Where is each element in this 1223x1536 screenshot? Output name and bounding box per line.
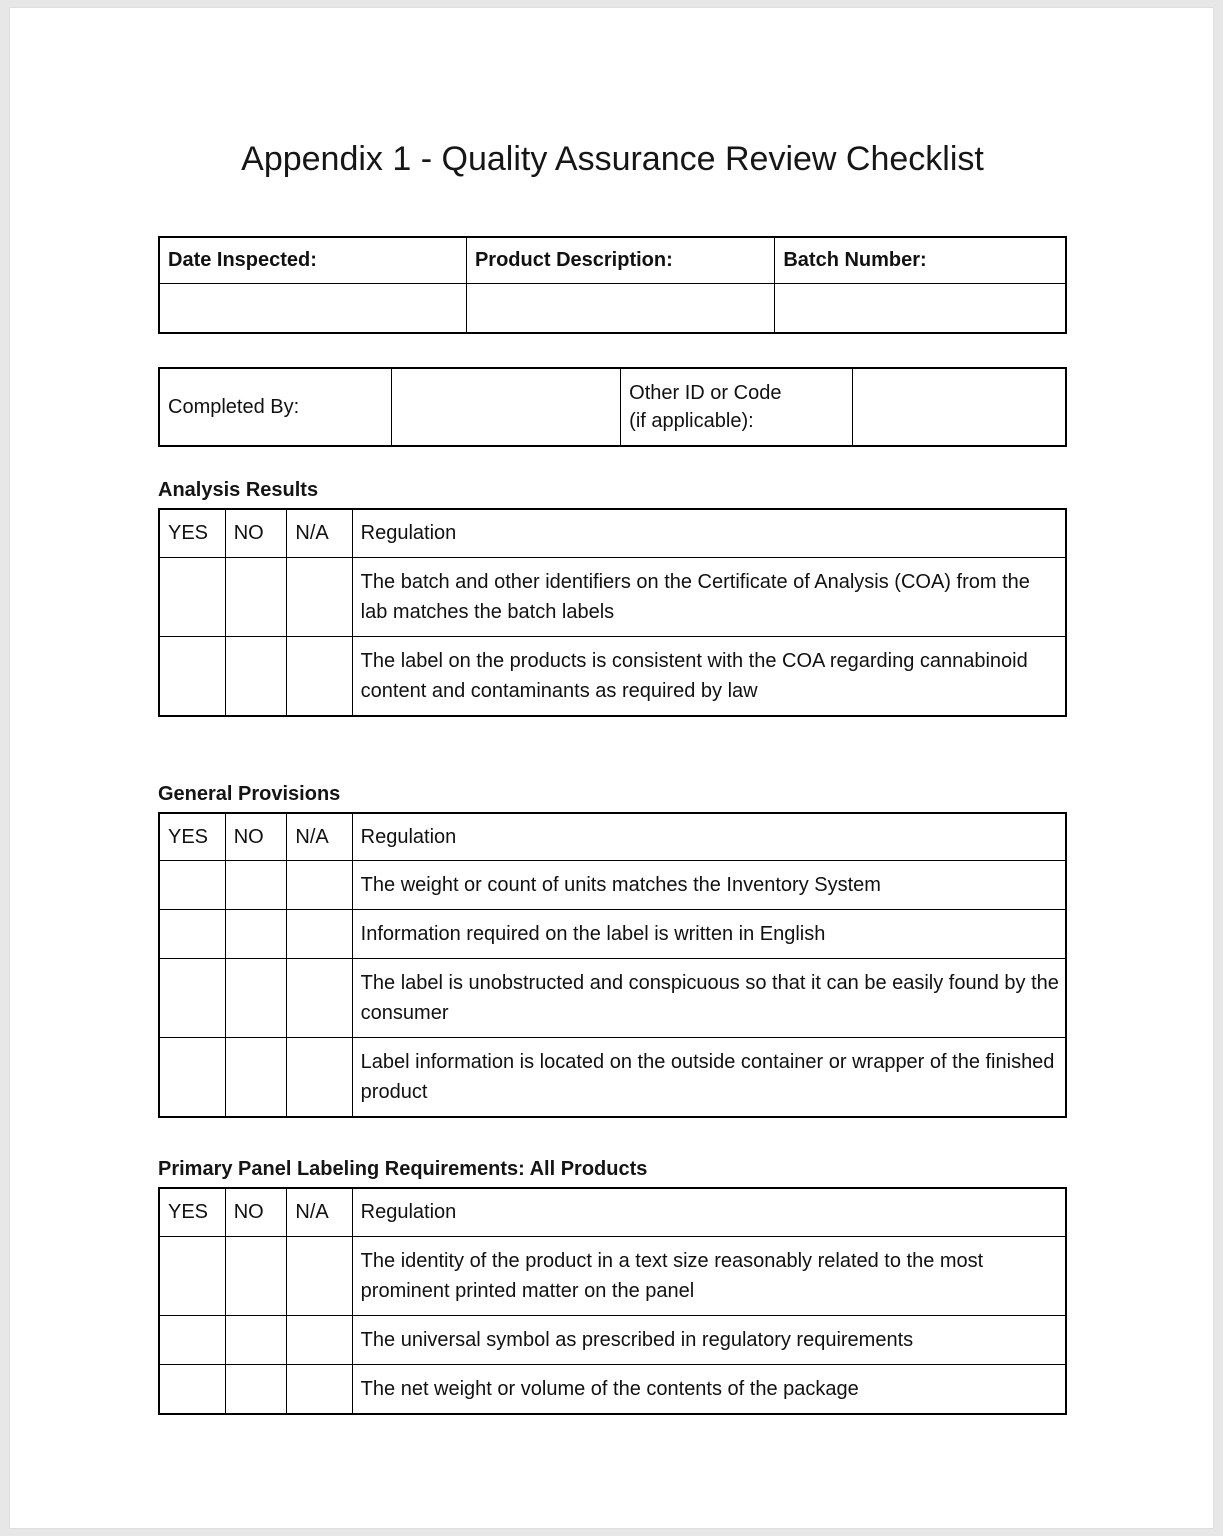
product-description-field[interactable] bbox=[466, 283, 774, 333]
date-inspected-field[interactable] bbox=[159, 283, 466, 333]
completed-by-table bbox=[158, 367, 1067, 447]
table-row bbox=[159, 1038, 1066, 1118]
table-row bbox=[159, 910, 1066, 959]
na-checkbox-cell[interactable] bbox=[287, 1038, 352, 1118]
na-checkbox-cell[interactable] bbox=[287, 959, 352, 1038]
no-checkbox-cell[interactable] bbox=[225, 636, 287, 716]
regulation-text: The label is unobstructed and conspicuous so that it can be easily found by the consumer bbox=[352, 959, 1066, 1038]
document-title: Appendix 1 - Quality Assurance Review Checklist bbox=[241, 140, 984, 178]
no-checkbox-cell[interactable] bbox=[225, 557, 287, 636]
document-content bbox=[10, 136, 1213, 1415]
completed-by-row bbox=[159, 368, 1066, 446]
column-header-na: N/A bbox=[287, 1188, 352, 1236]
other-id-label bbox=[621, 368, 853, 446]
primary-panel-labeling-table bbox=[158, 1187, 1067, 1415]
column-header-row bbox=[159, 813, 1066, 861]
no-checkbox-cell[interactable] bbox=[225, 1236, 287, 1315]
column-header-yes: YES bbox=[159, 509, 225, 557]
completed-by-field[interactable] bbox=[391, 368, 620, 446]
batch-number-field[interactable] bbox=[775, 283, 1066, 333]
regulation-text: The weight or count of units matches the Inventory System bbox=[352, 861, 1066, 910]
table-row bbox=[159, 1236, 1066, 1315]
general-provisions-table bbox=[158, 812, 1067, 1119]
na-checkbox-cell[interactable] bbox=[287, 1315, 352, 1364]
no-checkbox-cell[interactable] bbox=[225, 861, 287, 910]
regulation-text: The batch and other identifiers on the Certificate of Analysis (COA) from the lab matches the batch labels bbox=[352, 557, 1066, 636]
yes-checkbox-cell[interactable] bbox=[159, 1038, 225, 1118]
column-header-yes: YES bbox=[159, 1188, 225, 1236]
yes-checkbox-cell[interactable] bbox=[159, 959, 225, 1038]
no-checkbox-cell[interactable] bbox=[225, 1364, 287, 1414]
no-checkbox-cell[interactable] bbox=[225, 910, 287, 959]
regulation-text: Information required on the label is written in English bbox=[352, 910, 1066, 959]
yes-checkbox-cell[interactable] bbox=[159, 557, 225, 636]
section-heading-general-provisions: General Provisions bbox=[158, 782, 341, 805]
document-page bbox=[10, 8, 1213, 1528]
regulation-text: Label information is located on the outside container or wrapper of the finished product bbox=[352, 1038, 1066, 1118]
regulation-text: The universal symbol as prescribed in regulatory requirements bbox=[352, 1315, 1066, 1364]
no-checkbox-cell[interactable] bbox=[225, 959, 287, 1038]
regulation-text: The net weight or volume of the contents of the package bbox=[352, 1364, 1066, 1414]
section-primary-panel-labeling bbox=[158, 1156, 1067, 1415]
yes-checkbox-cell[interactable] bbox=[159, 636, 225, 716]
other-id-label-line1: Other ID or Code bbox=[629, 382, 782, 404]
completed-by-label: Completed By: bbox=[159, 368, 391, 446]
table-row bbox=[159, 1315, 1066, 1364]
regulation-text: The identity of the product in a text size reasonably related to the most prominent printed matter on the panel bbox=[352, 1236, 1066, 1315]
info-value-row bbox=[159, 283, 1066, 333]
na-checkbox-cell[interactable] bbox=[287, 910, 352, 959]
other-id-field[interactable] bbox=[853, 368, 1066, 446]
column-header-na: N/A bbox=[287, 509, 352, 557]
inspection-info-table bbox=[158, 236, 1067, 334]
date-inspected-label: Date Inspected: bbox=[159, 237, 466, 283]
table-row bbox=[159, 959, 1066, 1038]
section-heading-analysis-results: Analysis Results bbox=[158, 479, 319, 501]
table-row bbox=[159, 1364, 1066, 1414]
section-general-provisions bbox=[158, 781, 1067, 1119]
info-header-row bbox=[159, 237, 1066, 283]
section-analysis-results bbox=[158, 477, 1067, 717]
na-checkbox-cell[interactable] bbox=[287, 1364, 352, 1414]
analysis-results-table bbox=[158, 508, 1067, 717]
na-checkbox-cell[interactable] bbox=[287, 557, 352, 636]
column-header-row bbox=[159, 509, 1066, 557]
column-header-regulation: Regulation bbox=[352, 509, 1066, 557]
yes-checkbox-cell[interactable] bbox=[159, 910, 225, 959]
column-header-no: NO bbox=[225, 1188, 287, 1236]
section-heading-primary-panel-labeling: Primary Panel Labeling Requirements: All Products bbox=[158, 1158, 648, 1180]
column-header-row bbox=[159, 1188, 1066, 1236]
product-description-label: Product Description: bbox=[466, 237, 774, 283]
no-checkbox-cell[interactable] bbox=[225, 1038, 287, 1118]
regulation-text: The label on the products is consistent with the COA regarding cannabinoid content and contaminants as required by law bbox=[352, 636, 1066, 716]
other-id-label-line2: (if applicable): bbox=[629, 410, 754, 432]
column-header-regulation: Regulation bbox=[352, 1188, 1066, 1236]
table-row bbox=[159, 636, 1066, 716]
table-row bbox=[159, 861, 1066, 910]
column-header-no: NO bbox=[225, 813, 287, 861]
na-checkbox-cell[interactable] bbox=[287, 636, 352, 716]
na-checkbox-cell[interactable] bbox=[287, 1236, 352, 1315]
batch-number-label: Batch Number: bbox=[775, 237, 1066, 283]
column-header-no: NO bbox=[225, 509, 287, 557]
na-checkbox-cell[interactable] bbox=[287, 861, 352, 910]
yes-checkbox-cell[interactable] bbox=[159, 1236, 225, 1315]
table-row bbox=[159, 557, 1066, 636]
yes-checkbox-cell[interactable] bbox=[159, 1315, 225, 1364]
column-header-regulation: Regulation bbox=[352, 813, 1066, 861]
column-header-na: N/A bbox=[287, 813, 352, 861]
column-header-yes: YES bbox=[159, 813, 225, 861]
yes-checkbox-cell[interactable] bbox=[159, 861, 225, 910]
yes-checkbox-cell[interactable] bbox=[159, 1364, 225, 1414]
no-checkbox-cell[interactable] bbox=[225, 1315, 287, 1364]
